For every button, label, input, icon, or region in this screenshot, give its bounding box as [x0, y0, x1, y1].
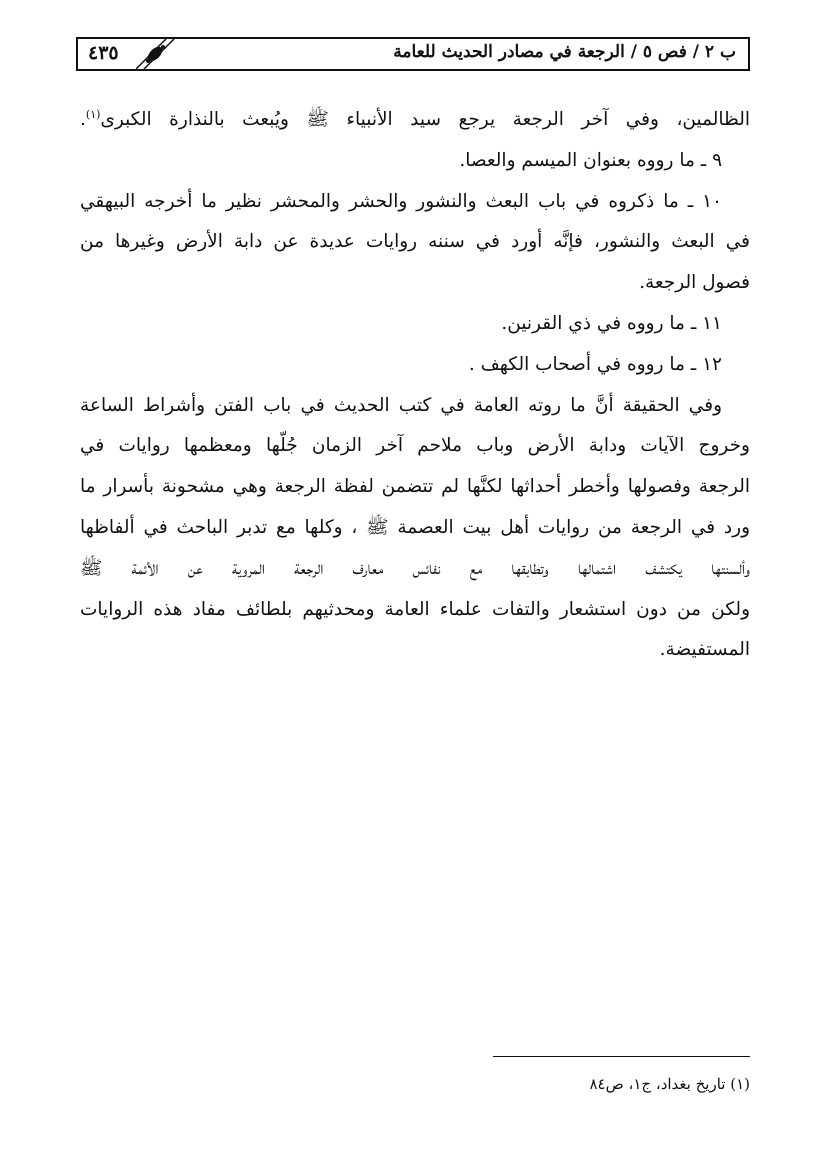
text-line: ١١ ـ ما رووه في ذي القرنين.: [501, 312, 722, 334]
text-line: المستفيضة.: [659, 639, 750, 661]
header-title: ب ٢ / فص ٥ / الرجعة في مصادر الحديث للعامة: [393, 42, 736, 62]
text-line: وألسنتها يكتشف اشتمالها وتطابقها مع نفائس معارف الرجعة المروية عن الأئمة ﷺ: [80, 557, 750, 579]
text-line: ورد في الرجعة من روايات أهل بيت العصمة ﷺ ، وكلها مع تدبر الباحث في ألفاظها: [80, 516, 750, 538]
text-line: ولكن من دون استشعار والتفات علماء العامة ومحدثيهم بلطائف مفاد هذه الروايات: [80, 598, 750, 620]
text-line: فصول الرجعة.: [639, 272, 750, 294]
footnote-marker: (١): [85, 107, 101, 121]
text-line: في البعث والنشور، فإنَّه أورد في سننه روايات عديدة عن دابة الأرض وغيرها من: [80, 231, 750, 253]
footnote-divider: [493, 1056, 750, 1057]
text-line: ١٠ ـ ما ذكروه في باب البعث والنشور والحشر والمحشر نظير ما أخرجه البيهقي: [80, 190, 722, 212]
text-line: الظالمين، وفي آخر الرجعة يرجع سيد الأنبياء ﷺ ويُبعث بالنذارة الكبرى$^{(١)}$.: [80, 107, 750, 130]
text-line: وفي الحقيقة أنَّ ما روته العامة في كتب الحديث في باب الفتن وأشراط الساعة: [80, 394, 722, 416]
text-line: ٩ ـ ما رووه بعنوان الميسم والعصا.: [459, 149, 722, 171]
footnote: (١) تاريخ بغداد، ج١، ص٨٤: [589, 1075, 750, 1093]
text-line: وخروج الآيات ودابة الأرض وباب ملاحم آخر الزمان جُلّها ومعظمها روايات في: [80, 435, 750, 457]
page-number: ٤٣٥: [88, 42, 119, 64]
text-line: الرجعة وفصولها وأخطر أحداثها لكنَّها لم تتضمن لفظة الرجعة وهي مشحونة بأسرار ما: [80, 476, 750, 498]
text-line: ١٢ ـ ما رووه في أصحاب الكهف .: [468, 353, 722, 375]
header-ornament-icon: [136, 39, 180, 69]
main-text: [80, 100, 750, 671]
running-header: [76, 37, 750, 71]
